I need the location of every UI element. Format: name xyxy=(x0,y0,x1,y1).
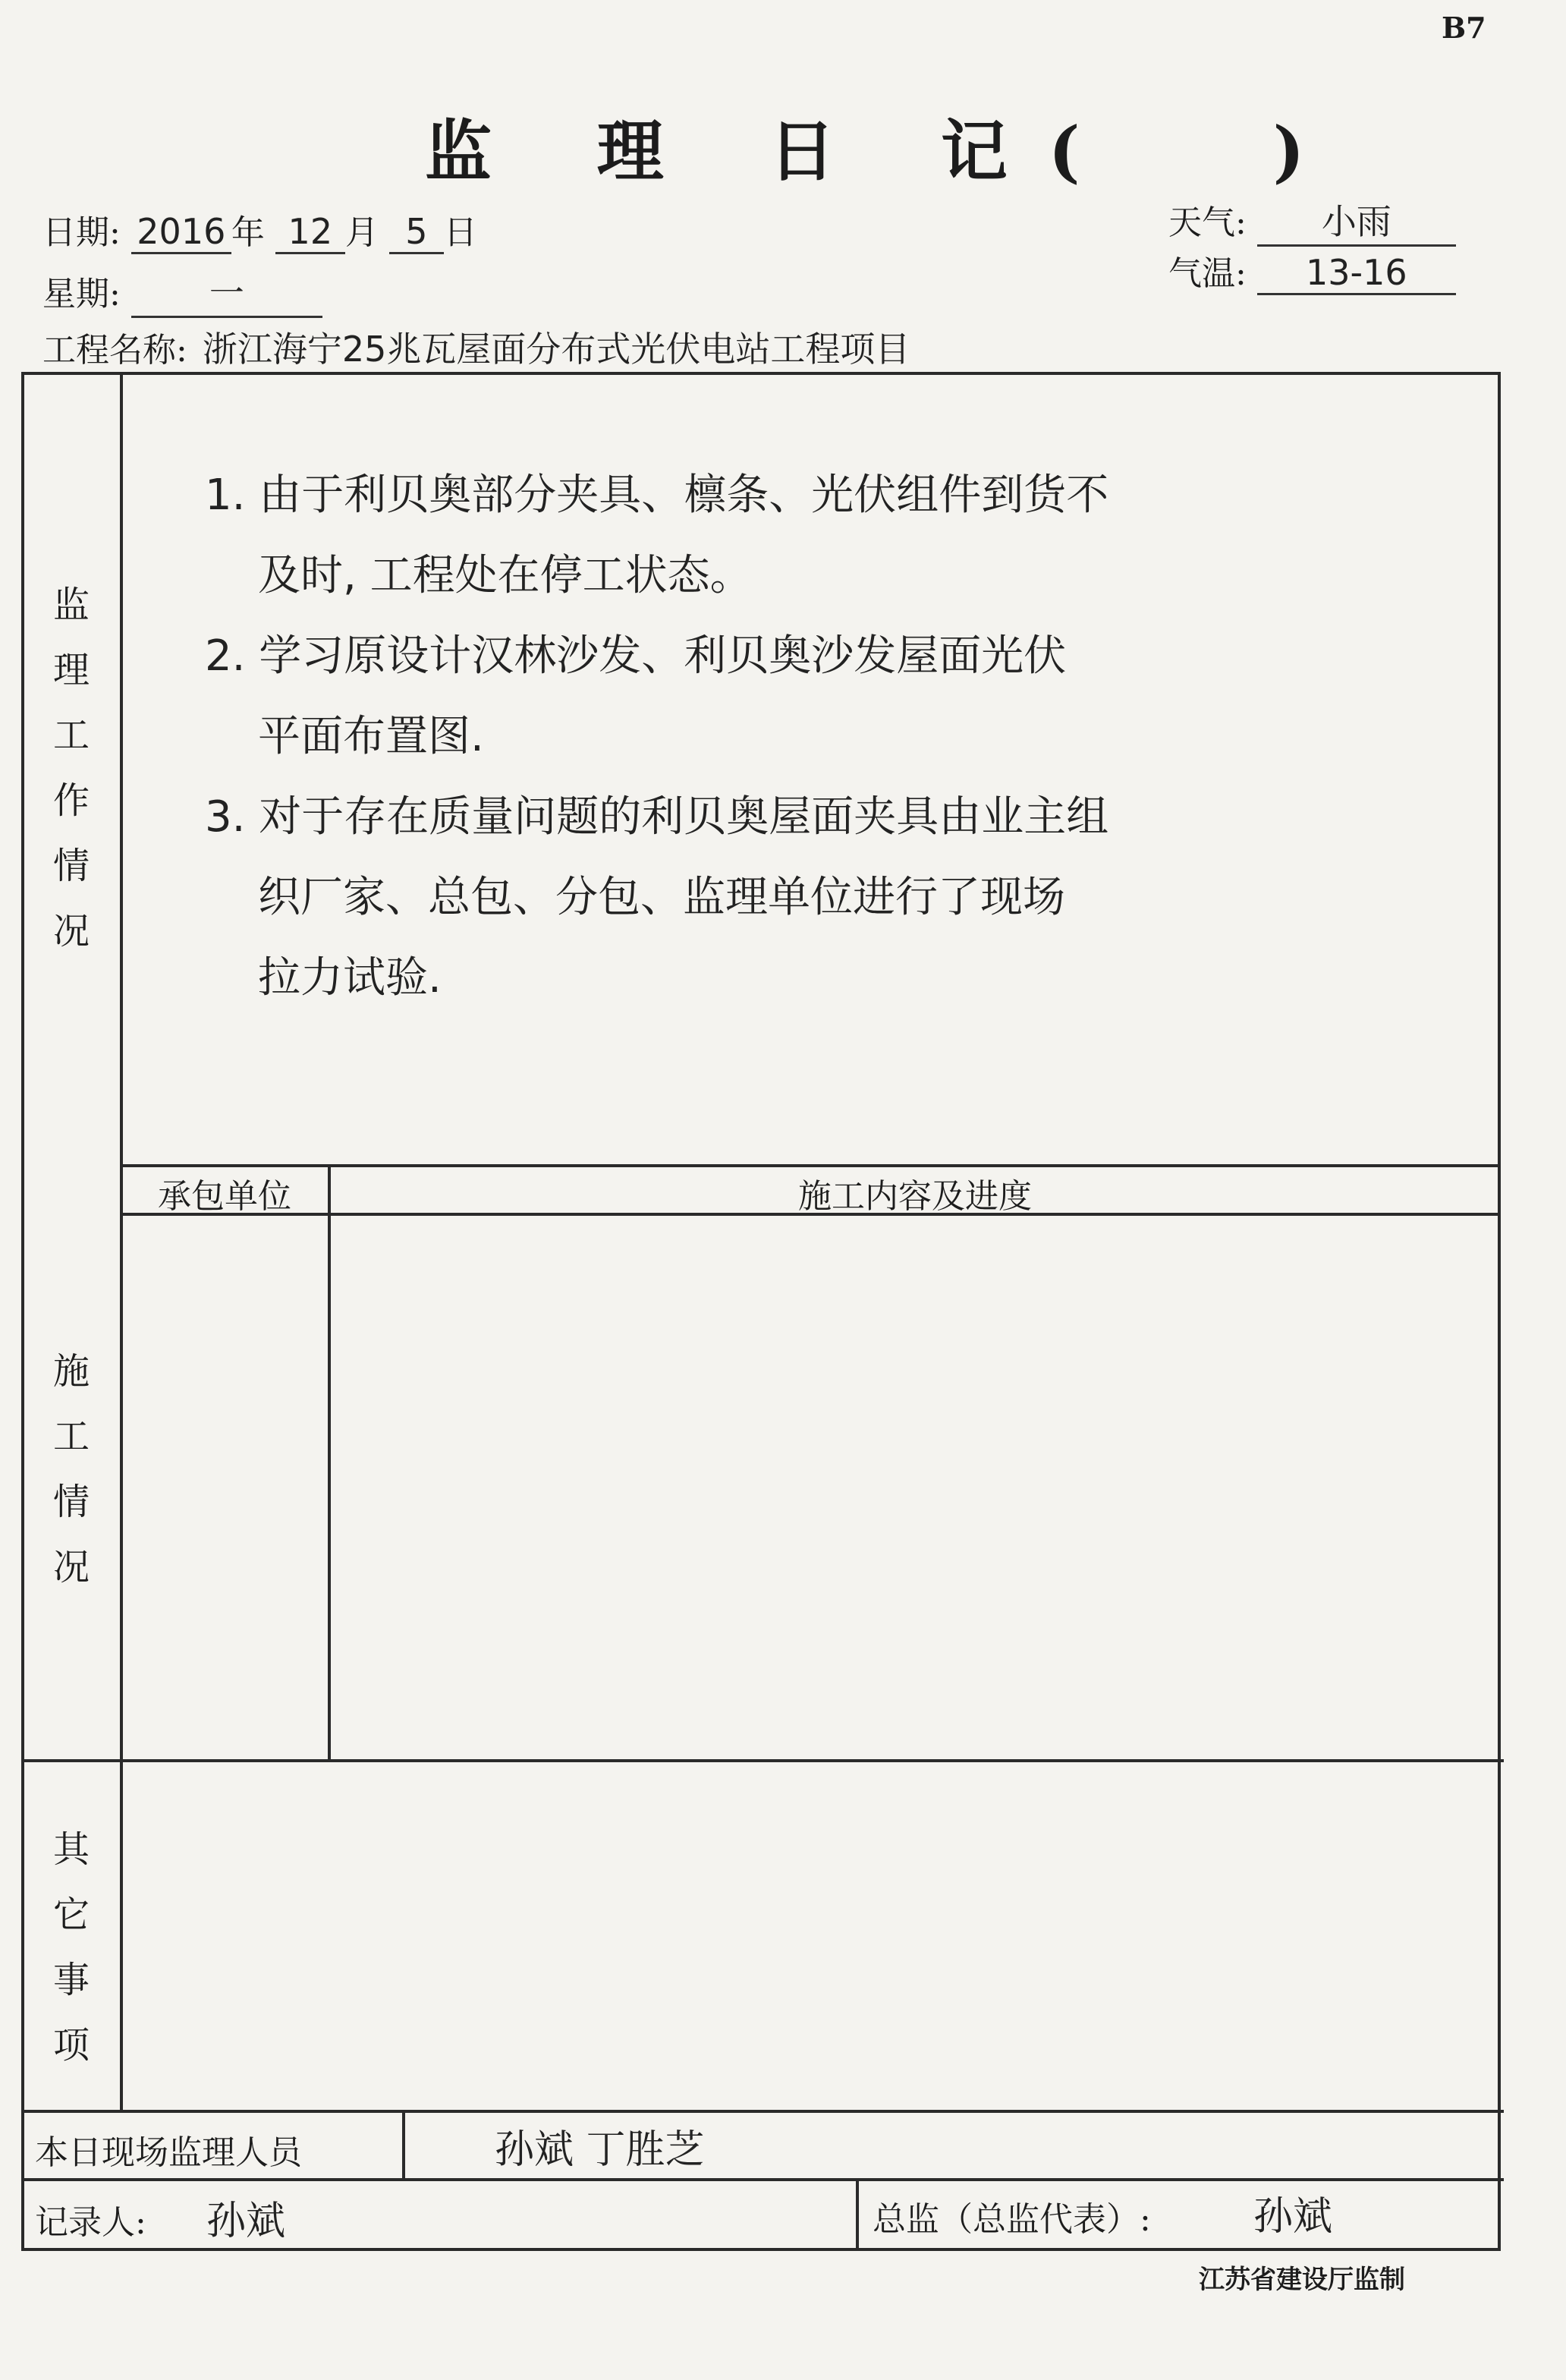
chief-label: 总监（总监代表）: xyxy=(873,2200,1151,2239)
page-title xyxy=(425,99,1345,194)
staff-label-divider xyxy=(402,2110,405,2180)
diary-line: 平面布置图. xyxy=(258,712,484,761)
diary-line: 及时, 工程处在停工状态。 xyxy=(258,551,753,600)
label-column-divider xyxy=(120,375,123,2110)
date-day: 5 xyxy=(389,211,444,254)
recorder-label: 记录人: xyxy=(35,2203,146,2242)
supervision-section-label: 监 理 工 作 情 况 xyxy=(52,584,90,952)
other-section-label: 其 它 事 项 xyxy=(52,1828,90,2067)
staff-label: 本日现场监理人员 xyxy=(35,2133,302,2172)
temp-label: 气温: xyxy=(1168,254,1247,293)
weekday-label: 星期: xyxy=(42,275,121,313)
date-row xyxy=(42,205,477,254)
chief-signature: 孙斌 xyxy=(1253,2194,1333,2240)
staff-row-top xyxy=(24,2110,1504,2113)
project-row xyxy=(42,322,1118,374)
diary-line: 织厂家、总包、分包、监理单位进行了现场 xyxy=(258,873,1065,922)
weather-row xyxy=(1168,194,1456,247)
month-unit: 月 xyxy=(344,213,379,252)
construction-section-label: 施 工 情 况 xyxy=(52,1350,90,1588)
title-text: 监 理 日 记( xyxy=(425,112,1121,190)
title-close: ) xyxy=(1272,112,1346,190)
year-unit: 年 xyxy=(231,213,265,252)
date-year: 2016 xyxy=(131,211,231,254)
weather-value: 小雨 xyxy=(1257,194,1456,247)
diary-line: 3. 对于存在质量问题的利贝奥屋面夹具由业主组 xyxy=(205,792,1109,842)
recorder-row-top xyxy=(24,2178,1504,2181)
temp-row xyxy=(1168,246,1456,295)
diary-line: 拉力试验. xyxy=(258,953,442,1003)
chief-label-divider xyxy=(856,2178,859,2251)
construction-header-top xyxy=(120,1164,1501,1167)
diary-line: 1. 由于利贝奥部分夹具、檩条、光伏组件到货不 xyxy=(205,471,1109,520)
project-label: 工程名称: xyxy=(42,331,187,370)
contractor-column-divider xyxy=(328,1164,331,1761)
weekday-row xyxy=(42,266,322,318)
date-label: 日期: xyxy=(42,213,121,252)
date-month: 12 xyxy=(275,211,345,254)
issuer-note: 江苏省建设厅监制 xyxy=(1199,2265,1405,2295)
supervision-entries xyxy=(190,455,1176,1018)
weather-label: 天气: xyxy=(1168,203,1247,242)
temp-value: 13-16 xyxy=(1257,252,1456,295)
contractor-column-header: 承包单位 xyxy=(158,1177,291,1216)
other-section-top xyxy=(24,1759,1504,1762)
staff-signatures: 孙斌 丁胜芝 xyxy=(495,2127,705,2173)
day-unit: 日 xyxy=(443,213,477,252)
recorder-signature: 孙斌 xyxy=(206,2199,286,2244)
form-code: B7 xyxy=(1442,11,1486,45)
weekday-value: 一 xyxy=(131,266,322,318)
diary-line: 2. 学习原设计汉林沙发、利贝奥沙发屋面光伏 xyxy=(205,631,1067,681)
progress-column-header: 施工内容及进度 xyxy=(798,1177,1032,1216)
project-name: 浙江海宁25兆瓦屋面分布式光伏电站工程项目 xyxy=(198,322,1118,374)
